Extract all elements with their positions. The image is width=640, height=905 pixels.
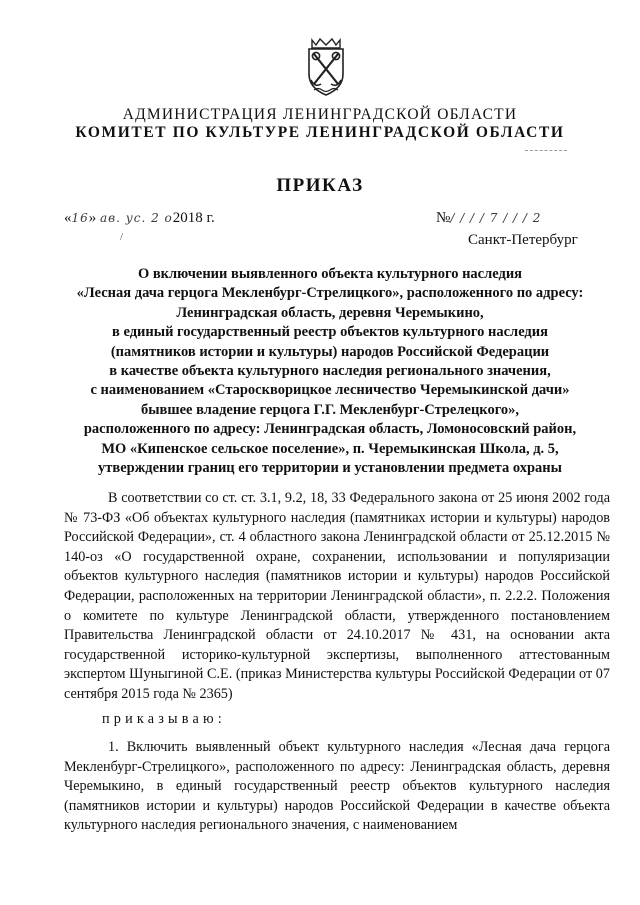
number-label: № bbox=[436, 210, 451, 226]
heading-line: расположенного по адресу: Ленинградская область, Ломоносовский район, bbox=[83, 421, 577, 438]
preamble-paragraph: В соответствии со ст. ст. 3.1, 9.2, 18, 33 Федерального закона от 25 июня 2002 года № 73-ФЗ «Об объектах культурного наследия (памятниках истории и культуры) народов Российской Федерации», ст. 4 областного закона Ленинградской области от 25.12.2015 № 140-оз «О государственной охране, сохранении, использовании и популяризации объектов культурного наследия (памятников истории и культуры) народов Российской Федерации, расположенных на территории Ленинградской области», п. 2.2.2. Положения о комитете по культуре Ленинградской области, утвержденного постановлением Правительства Ленинградской области от 24.10.2017 № 431, на основании акта государственной историко-культурной экспертизы, выполненного аттестованным экспертом Шуныгиной С.Е. (приказ Министерства культуры Российской Федерации от 07 сентября 2015 года № 2365) bbox=[64, 490, 610, 702]
date-open-quote: « bbox=[64, 210, 72, 226]
heading-line: с наименованием «Староскворицкое лесничество Черемыкинской дачи» bbox=[90, 382, 570, 399]
date-month-handwritten: ав. ус. 2 о bbox=[100, 211, 173, 225]
org-title-administration: АДМИНИСТРАЦИЯ ЛЕНИНГРАДСКОЙ ОБЛАСТИ bbox=[122, 106, 518, 123]
document-title: ПРИКАЗ bbox=[276, 175, 364, 196]
header-divider bbox=[525, 150, 567, 151]
heading-line: «Лесная дача герцога Мекленбург-Стрелицкого», расположенного по адресу: bbox=[76, 285, 584, 302]
heading-line: утверждении границ его территории и установлении предмета охраны bbox=[98, 460, 562, 477]
heading-line: МО «Кипенское сельское поселение», п. Черемыкинская Школа, д. 5, bbox=[101, 440, 559, 457]
order-item-1: 1. Включить выявленный объект культурного наследия «Лесная дача герцога Мекленбург-Стрелицкого», расположенного по адресу: Ленинградская область, деревня Черемыкино, в единый государственный реестр объектов культурного наследия (памятников истории и культуры) народов Российской Федерации в качестве объекта культурного наследия регионального значения, с наименованием bbox=[64, 739, 610, 834]
date-year: 2018 г. bbox=[172, 210, 215, 226]
orders-word: приказываю: bbox=[102, 711, 226, 727]
issue-city: Санкт-Петербург bbox=[468, 232, 578, 248]
number-handwritten: / / / / 7 / / / 2 bbox=[450, 211, 542, 225]
heading-line: Ленинградская область, деревня Черемыкино, bbox=[176, 304, 484, 321]
heading-line: в единый государственный реестр объектов культурного наследия bbox=[112, 324, 548, 341]
coat-of-arms-icon bbox=[301, 36, 351, 98]
date-close-quote: » bbox=[88, 210, 97, 226]
margin-mark: / bbox=[120, 231, 124, 243]
order-subject-heading bbox=[40, 265, 620, 478]
date-day-handwritten: 16 bbox=[71, 211, 89, 225]
heading-line: О включении выявленного объекта культурного наследия bbox=[137, 266, 523, 282]
order-date bbox=[64, 209, 215, 227]
heading-line: (памятников истории и культуры) народов Российской Федерации bbox=[110, 343, 550, 360]
order-number bbox=[436, 209, 541, 227]
heading-line: бывшее владение герцога Г.Г. Мекленбург-Стрелецкого», bbox=[140, 401, 520, 418]
org-title-committee: КОМИТЕТ ПО КУЛЬТУРЕ ЛЕНИНГРАДСКОЙ ОБЛАСТИ bbox=[75, 124, 565, 141]
heading-line: в качестве объекта культурного наследия регионального значения, bbox=[109, 363, 551, 380]
